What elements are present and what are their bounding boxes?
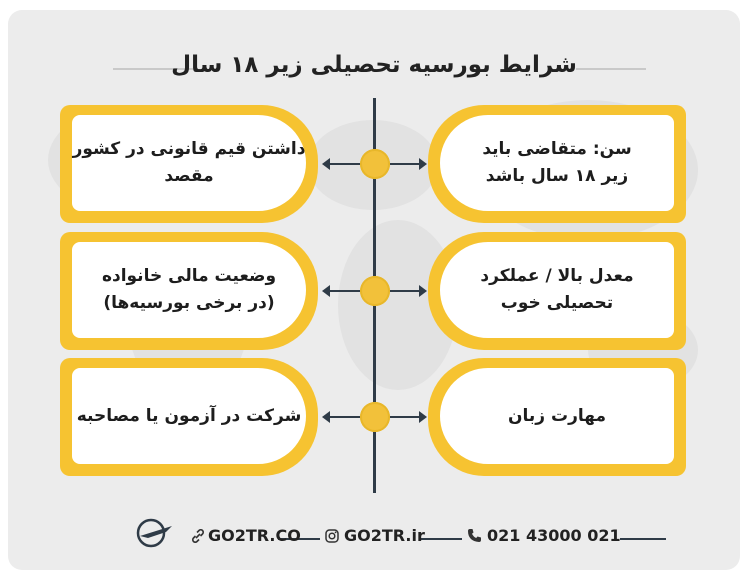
infographic-card (8, 10, 740, 570)
link-icon (191, 529, 205, 543)
condition-text-right-1: سن: متقاضی باید زیر ۱۸ سال باشد (440, 115, 674, 211)
condition-tile-right-3 (428, 358, 686, 476)
condition-text-left-3: شرکت در آزمون یا مصاحبه (72, 368, 306, 464)
condition-tile-left-1 (60, 105, 318, 223)
condition-text-right-2: معدل بالا / عملکرد تحصیلی خوب (440, 242, 674, 338)
page-title: شرایط بورسیه تحصیلی زیر ۱۸ سال (171, 52, 577, 78)
timeline-node-2 (360, 276, 390, 306)
logo-icon (136, 518, 174, 548)
instagram-handle[interactable]: GO2TR.ir (344, 526, 425, 545)
website-text[interactable]: GO2TR.CO (208, 526, 301, 545)
timeline-node-1 (360, 149, 390, 179)
condition-text-left-1: داشتن قیم قانونی در کشور مقصد (72, 115, 306, 211)
timeline-node-3 (360, 402, 390, 432)
arrow-left-icon (322, 411, 330, 423)
condition-tile-right-1 (428, 105, 686, 223)
condition-text-left-2: وضعیت مالی خانواده (در برخی بورسیه‌ها) (72, 242, 306, 338)
arrow-right-icon (419, 158, 427, 170)
phone-number[interactable]: 021 43000 021 (487, 526, 621, 545)
footer-divider (420, 538, 462, 540)
phone-icon (467, 528, 482, 543)
arrow-left-icon (322, 158, 330, 170)
footer-divider (620, 538, 666, 540)
condition-tile-right-2 (428, 232, 686, 350)
arrow-right-icon (419, 285, 427, 297)
instagram-icon (325, 529, 339, 543)
arrow-left-icon (322, 285, 330, 297)
condition-tile-left-3 (60, 358, 318, 476)
condition-text-right-3: مهارت زبان (440, 368, 674, 464)
condition-tile-left-2 (60, 232, 318, 350)
arrow-right-icon (419, 411, 427, 423)
